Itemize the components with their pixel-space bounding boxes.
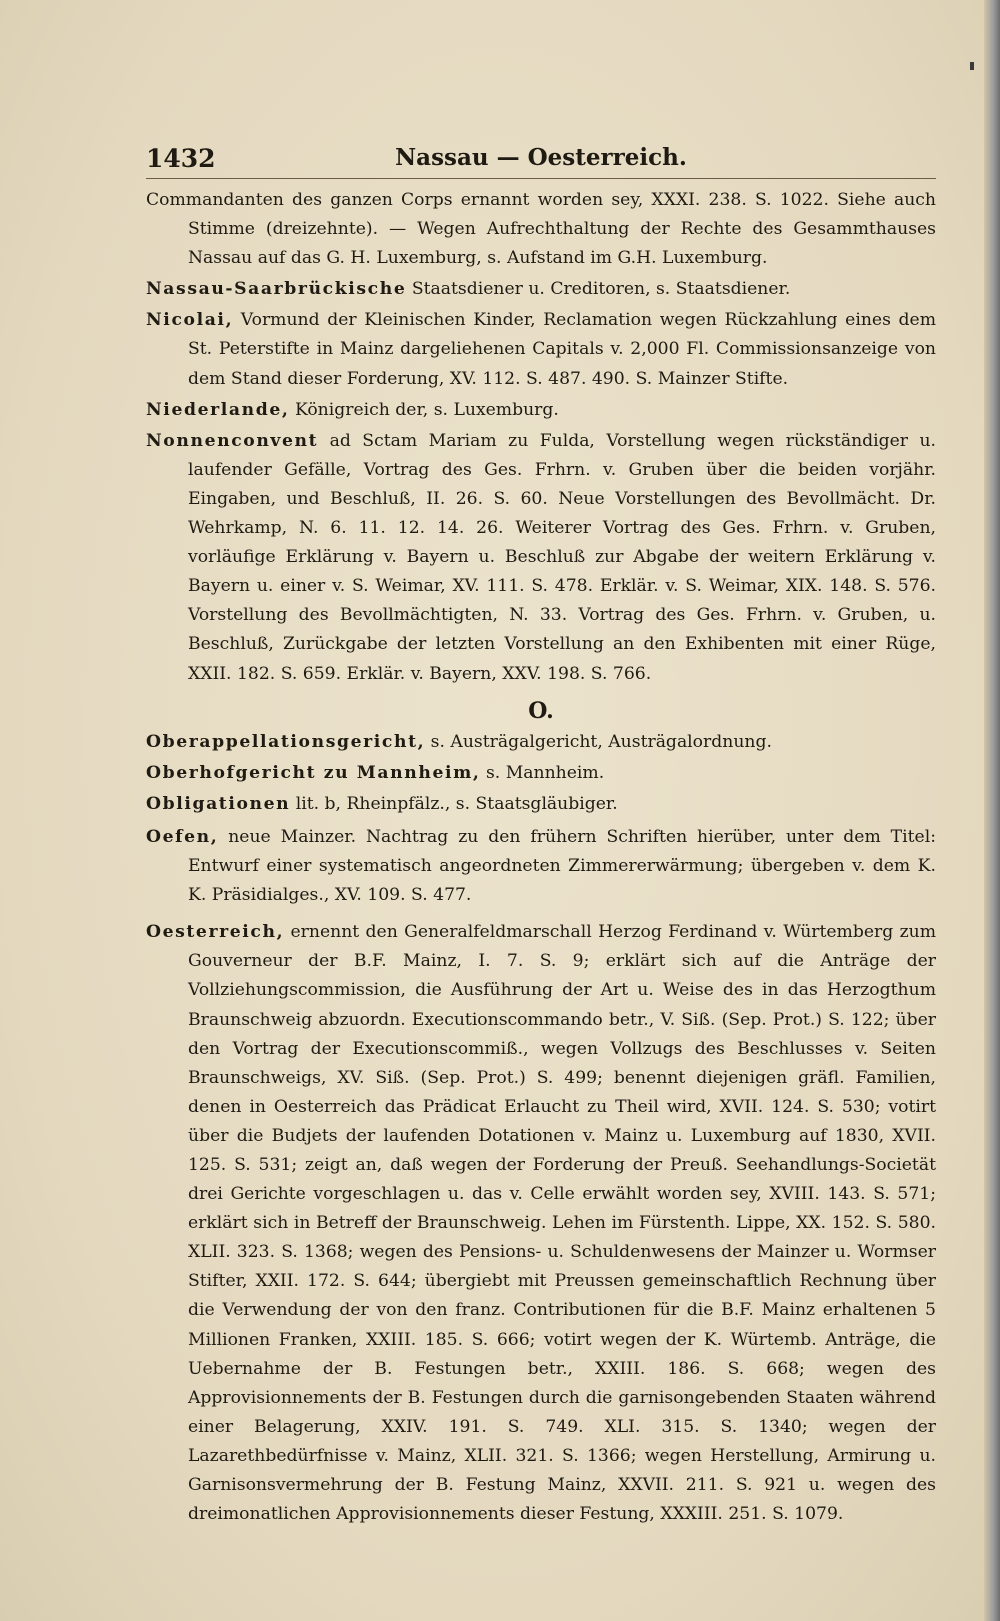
entry-keyword: Nassau-Saarbrückische — [146, 279, 407, 300]
index-entry-oefen: Oefen, neue Mainzer. Nachtrag zu den frühern Schriften hierüber, unter dem Titel: Entwurf einer systematisch angeordneten Zimmererwärmung; übergeben v. dem K. K. Präsidialges., XV. 109. S. 477. — [146, 826, 936, 906]
running-title: Nassau — Oesterreich. — [395, 144, 687, 171]
entry-keyword: Nicolai, — [146, 310, 234, 331]
index-entry-oberhofgericht: Oberhofgericht zu Mannheim, s. Mannheim. — [146, 762, 605, 783]
entry-keyword: Obligationen — [146, 793, 291, 814]
index-entry-nicolai: Nicolai, Vormund der Kleinischen Kinder, Reclamation wegen Rückzahlung eines dem St. Peterstifte in Mainz dargeliehenen Capitals v. 2,000 Fl. Commissionsanzeige von dem Stand dieser Forderung, XV. 112. S. 487. 490. S. Mainzer Stifte. — [146, 310, 936, 389]
index-entry-nonnenconvent: Nonnenconvent ad Sctam Mariam zu Fulda, Vorstellung wegen rückständiger u. laufender Gefälle, Vortrag des Ges. Frhrn. v. Gruben über die beiden vorjähr. Eingaben, und Beschluß, II. 26. S. 60. Neue Vorstellungen des Bevollmächt. Dr. Wehrkamp, N. 6. 11. 12. 14. 26. Weiterer Vortrag des Ges. Frhrn. v. Gruben, vorläufige Erklärung v. Bayern u. Beschluß zur Abgabe der weitern Erklärung v. Bayern u. einer v. S. Weimar, XV. 111. S. 478. Erklär. v. S. Weimar, XIX. 148. S. 576. Vorstellung des Bevollmächtigten, N. 33. Vortrag des Ges. Frhrn. v. Gruben, u. Beschluß, Zurückgabe der letzten Vorstellung an den Exhibenten mit einer Rüge, XXII. 182. S. 659. Erklär. v. Bayern, XXV. 198. S. 766. — [146, 430, 936, 684]
index-content — [146, 186, 936, 1529]
section-letter: O. — [528, 697, 554, 724]
page-number: 1432 — [146, 144, 216, 173]
index-entry-nassau-saarbrueck: Nassau-Saarbrückische Staatsdiener u. Creditoren, s. Staatsdiener. — [146, 279, 791, 300]
index-entry-niederlande: Niederlande, Königreich der, s. Luxemburg. — [146, 399, 559, 420]
index-entry-oberappellationsgericht: Oberappellationsgericht, s. Austrägalgericht, Austrägalordnung. — [146, 731, 772, 752]
margin-mark — [970, 62, 974, 70]
page-edge-shadow — [984, 0, 1000, 1621]
index-entry-nassau-continued: Commandanten des ganzen Corps ernannt worden sey, XXXI. 238. S. 1022. Siehe auch Stimme (dreizehnte). — Wegen Aufrechthaltung der Rechte des Gesammthauses Nassau auf das G. H. Luxemburg, s. Aufstand im G.H. Luxemburg. — [146, 190, 936, 269]
entry-keyword: Niederlande, — [146, 399, 290, 420]
entry-keyword: Oberappellationsgericht, — [146, 731, 426, 752]
entry-keyword: Oefen, — [146, 826, 219, 847]
entry-keyword: Oberhofgericht zu Mannheim, — [146, 762, 481, 783]
index-entry-obligationen: Obligationen lit. b, Rheinpfälz., s. Staatsgläubiger. — [146, 793, 618, 814]
entry-keyword: Oesterreich, — [146, 922, 285, 943]
page-header — [146, 142, 936, 179]
index-entry-oesterreich: Oesterreich, ernennt den Generalfeldmarschall Herzog Ferdinand v. Würtemberg zum Gouverneur der B.F. Mainz, I. 7. S. 9; erklärt sich auf die Anträge der Vollziehungscommission, die Ausführung der Art u. Weise des in das Herzogthum Braunschweig abzuordn. Executionscommando betr., V. Siß. (Sep. Prot.) S. 122; über den Vortrag der Executionscommiß., wegen Vollzugs des Beschlusses v. Seiten Braunschweigs, XV. Siß. (Sep. Prot.) S. 499; benennt diejenigen gräfl. Familien, denen in Oesterreich das Prädicat Erlaucht zu Theil wird, XVII. 124. S. 530; votirt über die Budjets der laufenden Dotationen v. Mainz u. Luxemburg auf 1830, XVII. 125. S. 531; zeigt an, daß wegen der Forderung der Preuß. Seehandlungs-Societät drei Gerichte vorgeschlagen u. das v. Celle erwählt worden sey, XVIII. 143. S. 571; erklärt sich in Betreff der Braunschweig. Lehen im Fürstenth. Lippe, XX. 152. S. 580. XLII. 323. S. 1368; wegen des Pensions- u. Schuldenwesens der Mainzer u. Wormser Stifter, XXII. 172. S. 644; übergiebt mit Preussen gemeinschaftlich Rechnung über die Verwendung der von den franz. Contributionen für die B.F. Mainz erhaltenen 5 Millionen Franken, XXIII. 185. S. 666; votirt wegen der K. Würtemb. Anträge, die Uebernahme der B. Festungen betr., XXIII. 186. S. 668; wegen des Approvisionnements der B. Festungen durch die garnisongebenden Staaten während einer Belagerung, XXIV. 191. S. 749. XLI. 315. S. 1340; wegen der Lazarethbedürfnisse v. Mainz, XLII. 321. S. 1366; wegen Herstellung, Armirung u. Garnisonsvermehrung der B. Festung Mainz, XXVII. 211. S. 921 u. wegen des dreimonatlichen Approvisionnements dieser Festung, XXXIII. 251. S. 1079. — [146, 922, 936, 1525]
entry-keyword: Nonnenconvent — [146, 430, 319, 451]
